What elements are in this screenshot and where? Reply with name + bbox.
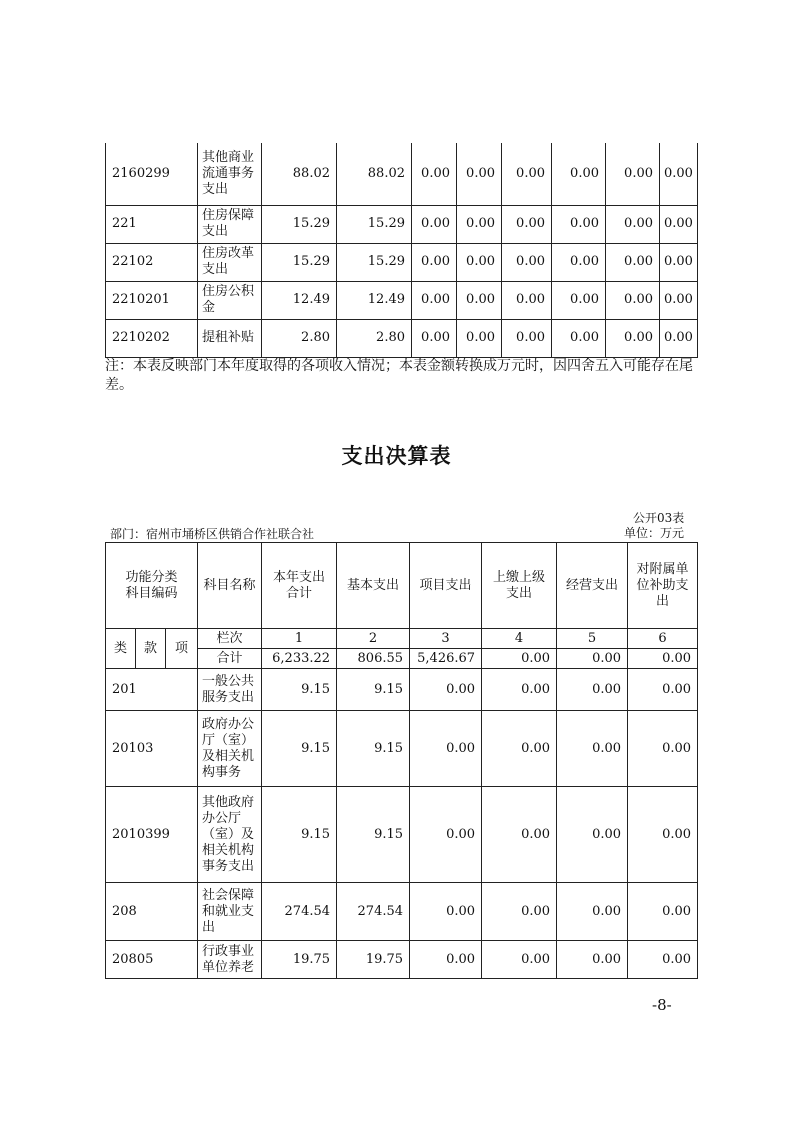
table-row: [106, 669, 698, 711]
row-value: 9.15: [337, 787, 410, 883]
row-value: 9.15: [262, 787, 337, 883]
row-value: 19.75: [337, 941, 410, 979]
row-value: 0.00: [412, 319, 457, 357]
row-value: 0.00: [660, 143, 698, 205]
row-value: 0.00: [457, 281, 502, 319]
row-name: 一般公共服务支出: [198, 669, 262, 711]
row-value: 0.00: [482, 941, 557, 979]
row-value: 0.00: [628, 711, 698, 787]
header-upper: 上缴上级支出: [482, 543, 557, 629]
row-value: 0.00: [552, 205, 606, 243]
header-total: 本年支出合计: [262, 543, 337, 629]
sum-label: 合计: [198, 649, 262, 669]
row-value: 0.00: [482, 711, 557, 787]
col-num: 6: [628, 629, 698, 649]
row-value: 0.00: [557, 711, 628, 787]
table-row: [106, 941, 698, 979]
col-num: 2: [337, 629, 410, 649]
row-value: 0.00: [628, 941, 698, 979]
row-value: 0.00: [660, 281, 698, 319]
row-value: 2.80: [262, 319, 337, 357]
row-value: 0.00: [410, 941, 482, 979]
row-name: 住房公积金: [198, 281, 262, 319]
row-value: 0.00: [412, 243, 457, 281]
row-value: 0.00: [660, 243, 698, 281]
sum-total: 6,233.22: [262, 649, 337, 669]
row-value: 9.15: [337, 711, 410, 787]
row-value: 0.00: [628, 787, 698, 883]
income-table-continued: [105, 143, 698, 358]
row-value: 0.00: [502, 281, 552, 319]
sum-business: 0.00: [557, 649, 628, 669]
row-value: 9.15: [262, 711, 337, 787]
row-value: 0.00: [410, 883, 482, 941]
row-name: 其他商业流通事务支出: [198, 143, 262, 205]
header-lei: 类: [106, 629, 136, 669]
row-code: 22102: [106, 243, 198, 281]
row-code: 2010399: [106, 787, 198, 883]
row-value: 0.00: [660, 205, 698, 243]
row-value: 12.49: [337, 281, 412, 319]
row-name: 住房改革支出: [198, 243, 262, 281]
row-value: 0.00: [628, 883, 698, 941]
header-lanci: 栏次: [198, 629, 262, 649]
row-value: 0.00: [557, 669, 628, 711]
row-code: 221: [106, 205, 198, 243]
table-row: [106, 205, 698, 243]
row-value: 2.80: [337, 319, 412, 357]
sum-upper: 0.00: [482, 649, 557, 669]
row-value: 0.00: [606, 205, 660, 243]
row-name: 其他政府办公厅（室）及相关机构事务支出: [198, 787, 262, 883]
col-num: 1: [262, 629, 337, 649]
row-name: 住房保障支出: [198, 205, 262, 243]
row-value: 0.00: [502, 319, 552, 357]
row-value: 0.00: [457, 143, 502, 205]
lanci-row: [106, 629, 698, 649]
row-value: 0.00: [552, 243, 606, 281]
row-value: 0.00: [502, 243, 552, 281]
row-value: 0.00: [412, 281, 457, 319]
table-note: 注：本表反映部门本年度取得的各项收入情况；本表金额转换成万元时，因四舍五入可能存在尾差。: [105, 358, 693, 393]
row-value: 15.29: [337, 243, 412, 281]
row-value: 19.75: [262, 941, 337, 979]
row-value: 0.00: [606, 319, 660, 357]
row-value: 0.00: [606, 281, 660, 319]
row-value: 0.00: [412, 205, 457, 243]
expense-table: [105, 542, 698, 979]
row-value: 88.02: [262, 143, 337, 205]
row-code: 208: [106, 883, 198, 941]
row-value: 0.00: [660, 319, 698, 357]
table-row: [106, 319, 698, 357]
row-code: 20103: [106, 711, 198, 787]
table-row: [106, 787, 698, 883]
table-row: [106, 711, 698, 787]
row-value: 274.54: [337, 883, 410, 941]
unit-label: 单位：万元: [624, 526, 685, 540]
col-num: 5: [557, 629, 628, 649]
row-value: 15.29: [262, 205, 337, 243]
row-value: 0.00: [552, 319, 606, 357]
row-value: 9.15: [337, 669, 410, 711]
department-label: 部门：宿州市埇桥区供销合作社联合社: [110, 527, 315, 541]
page-number: -8-: [652, 996, 672, 1014]
row-value: 0.00: [606, 143, 660, 205]
row-name: 政府办公厅（室）及相关机构事务: [198, 711, 262, 787]
row-value: 0.00: [457, 319, 502, 357]
row-value: 0.00: [502, 205, 552, 243]
row-value: 0.00: [552, 143, 606, 205]
header-func-code: 功能分类科目编码: [106, 543, 198, 629]
row-value: 15.29: [337, 205, 412, 243]
sum-basic: 806.55: [337, 649, 410, 669]
row-value: 0.00: [457, 205, 502, 243]
header-project: 项目支出: [410, 543, 482, 629]
row-value: 274.54: [262, 883, 337, 941]
row-value: 0.00: [412, 143, 457, 205]
col-num: 4: [482, 629, 557, 649]
row-value: 88.02: [337, 143, 412, 205]
row-value: 0.00: [482, 883, 557, 941]
row-value: 0.00: [606, 243, 660, 281]
row-value: 0.00: [557, 883, 628, 941]
row-value: 0.00: [628, 669, 698, 711]
header-subsidy: 对附属单位补助支出: [628, 543, 698, 629]
header-subject: 科目名称: [198, 543, 262, 629]
header-row: [106, 543, 698, 629]
row-value: 0.00: [482, 669, 557, 711]
row-value: 0.00: [557, 941, 628, 979]
page-title: 支出决算表: [341, 444, 452, 468]
row-name: 提租补贴: [198, 319, 262, 357]
header-kuan: 款: [136, 629, 166, 669]
header-xiang: 项: [166, 629, 198, 669]
row-value: 0.00: [482, 787, 557, 883]
table-row: [106, 243, 698, 281]
row-value: 0.00: [410, 711, 482, 787]
row-code: 2160299: [106, 143, 198, 205]
sum-project: 5,426.67: [410, 649, 482, 669]
sum-subsidy: 0.00: [628, 649, 698, 669]
row-value: 0.00: [552, 281, 606, 319]
row-value: 12.49: [262, 281, 337, 319]
row-value: 0.00: [557, 787, 628, 883]
table-row: [106, 143, 698, 205]
row-code: 20805: [106, 941, 198, 979]
row-value: 15.29: [262, 243, 337, 281]
header-basic: 基本支出: [337, 543, 410, 629]
header-business: 经营支出: [557, 543, 628, 629]
col-num: 3: [410, 629, 482, 649]
row-value: 0.00: [410, 787, 482, 883]
row-value: 0.00: [457, 243, 502, 281]
row-name: 行政事业单位养老: [198, 941, 262, 979]
table-row: [106, 281, 698, 319]
table-row: [106, 883, 698, 941]
row-value: 0.00: [410, 669, 482, 711]
row-code: 201: [106, 669, 198, 711]
form-number: 公开03表: [633, 511, 685, 525]
row-code: 2210201: [106, 281, 198, 319]
row-value: 0.00: [502, 143, 552, 205]
row-value: 9.15: [262, 669, 337, 711]
row-code: 2210202: [106, 319, 198, 357]
row-name: 社会保障和就业支出: [198, 883, 262, 941]
